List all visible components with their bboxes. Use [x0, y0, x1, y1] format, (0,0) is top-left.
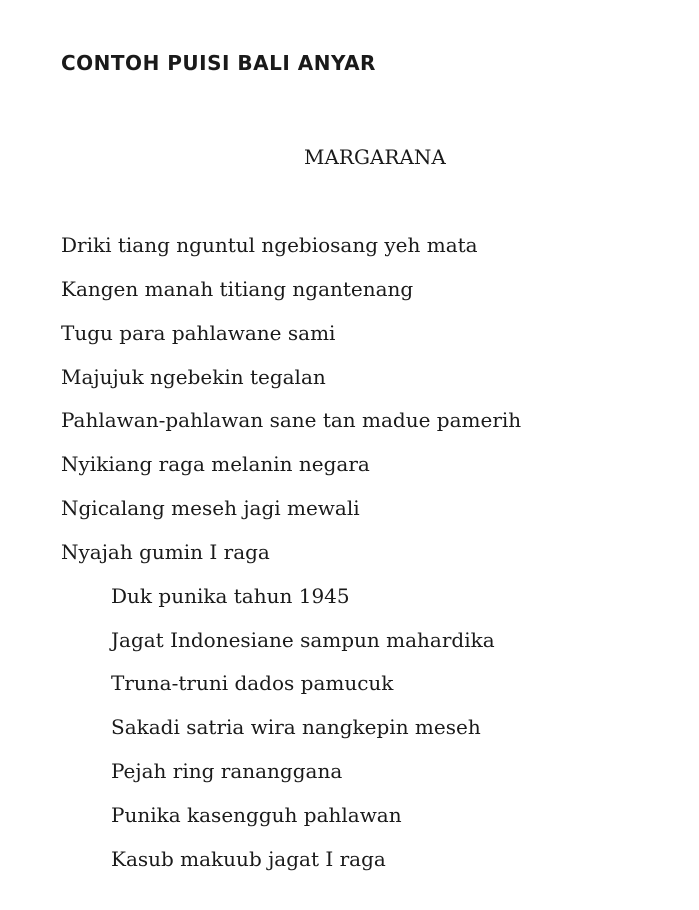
poem-line: Tugu para pahlawane sami	[61, 320, 336, 345]
poem-line-indented: Sakadi satria wira nangkepin meseh	[111, 715, 481, 740]
poem-line: Pahlawan-pahlawan sane tan madue pamerih	[61, 408, 522, 433]
poem-line: Kangen manah titiang ngantenang	[61, 276, 414, 301]
poem-line: Nyikiang raga melanin negara	[61, 452, 370, 477]
poem-line-indented: Punika kasengguh pahlawan	[111, 802, 402, 827]
poem-line: Majujuk ngebekin tegalan	[61, 364, 326, 389]
poem-line-indented: Truna-truni dados pamucuk	[111, 671, 394, 696]
poem-line-indented: Pejah ring rananggana	[111, 759, 343, 784]
poem-line: Nyajah gumin I raga	[61, 539, 270, 564]
poem-line: Driki tiang nguntul ngebiosang yeh mata	[61, 233, 478, 257]
poem-title: MARGARANA	[304, 145, 446, 169]
poem-line-indented: Kasub makuub jagat I raga	[111, 846, 386, 871]
document-heading: CONTOH PUISI BALI ANYAR	[61, 51, 376, 75]
poem-line-indented: Duk punika tahun 1945	[111, 583, 350, 608]
poem-line: Ngicalang meseh jagi mewali	[61, 496, 360, 521]
poem-line-indented: Jagat Indonesiane sampun mahardika	[111, 627, 495, 652]
poem-body	[0, 230, 699, 888]
